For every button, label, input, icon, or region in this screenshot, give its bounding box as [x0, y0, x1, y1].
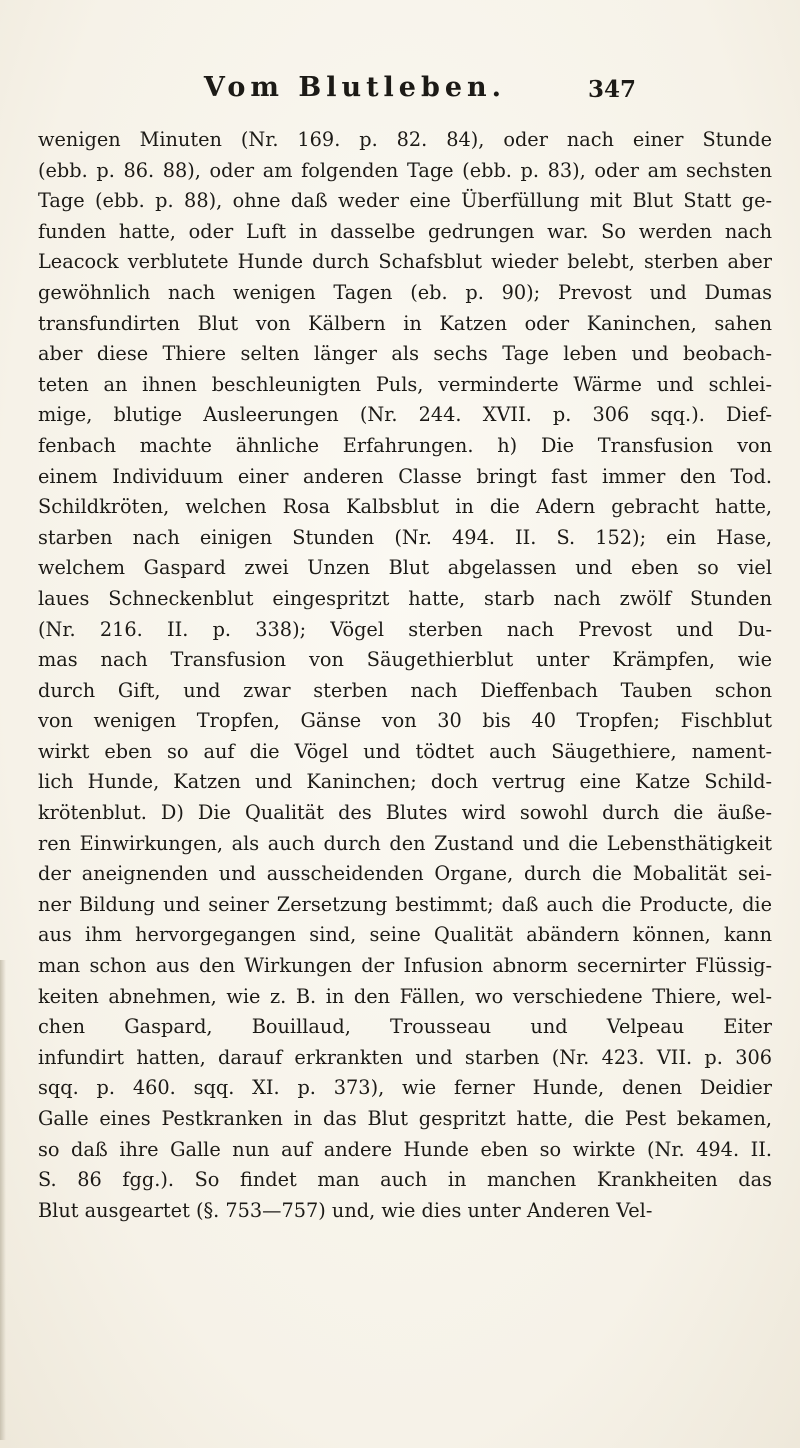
text-line: man schon aus den Wirkungen der Infusion abnorm secernirter Flüssig-: [38, 954, 772, 978]
text-line: Tage (ebb. p. 88), ohne daß weder eine Überfüllung mit Blut Statt ge-: [38, 189, 772, 213]
text-line: durch Gift, und zwar sterben nach Dieffenbach Tauben schon: [38, 678, 772, 702]
running-title: Vom Blutleben.: [203, 72, 507, 103]
text-line: laues Schneckenblut eingespritzt hatte, starb nach zwölf Stunden: [38, 586, 772, 610]
text-line: wenigen Minuten (Nr. 169. p. 82. 84), oder nach einer Stunde: [38, 128, 772, 151]
text-line: welchem Gaspard zwei Unzen Blut abgelassen und eben so viel: [38, 556, 772, 580]
text-line: ner Bildung und seiner Zersetzung bestimmt; daß auch die Producte, die: [38, 892, 772, 916]
text-line: gewöhnlich nach wenigen Tagen (eb. p. 90); Prevost und Dumas: [38, 280, 772, 304]
body-text: [38, 125, 772, 1226]
text-line: einem Individuum einer anderen Classe bringt fast immer den Tod.: [38, 464, 772, 488]
binding-edge-shadow: [0, 960, 6, 1440]
text-line: krötenblut. D) Die Qualität des Blutes wird sowohl durch die äuße-: [38, 801, 772, 825]
text-line: starben nach einigen Stunden (Nr. 494. II. S. 152); ein Hase,: [38, 525, 772, 549]
text-line: mige, blutige Ausleerungen (Nr. 244. XVII. p. 306 sqq.). Dief-: [38, 403, 772, 427]
text-line: (ebb. p. 86. 88), oder am folgenden Tage (ebb. p. 83), oder am sechsten: [38, 158, 772, 182]
text-line: Schildkröten, welchen Rosa Kalbsblut in die Adern gebracht hatte,: [38, 495, 772, 519]
text-line: aber diese Thiere selten länger als sechs Tage leben und beobach-: [38, 342, 772, 366]
text-line: Galle eines Pestkranken in das Blut gespritzt hatte, die Pest bekamen,: [38, 1107, 772, 1130]
page-header: [0, 72, 800, 122]
text-line: lich Hunde, Katzen und Kaninchen; doch vertrug eine Katze Schild-: [38, 770, 772, 794]
text-line: chen Gaspard, Bouillaud, Trousseau und Velpeau Eiter: [38, 1015, 772, 1039]
text-line: infundirt hatten, darauf erkrankten und starben (Nr. 423. VII. p. 306: [38, 1045, 772, 1069]
text-line: aus ihm hervorgegangen sind, seine Qualität abändern können, kann: [38, 923, 772, 947]
text-line: der aneignenden und ausscheidenden Organe, durch die Mobalität sei-: [38, 862, 772, 886]
page-number: 347: [588, 76, 637, 103]
text-line: so daß ihre Galle nun auf andere Hunde eben so wirkte (Nr. 494. II.: [38, 1137, 772, 1161]
text-line: teten an ihnen beschleunigten Puls, verminderte Wärme und schlei-: [38, 372, 772, 396]
text-line: Blut ausgeartet (§. 753—757) und, wie dies unter Anderen Vel-: [38, 1198, 653, 1222]
text-line: (Nr. 216. II. p. 338); Vögel sterben nach Prevost und Du-: [38, 617, 772, 641]
text-line: transfundirten Blut von Kälbern in Katzen oder Kaninchen, sahen: [38, 311, 772, 335]
text-line: von wenigen Tropfen, Gänse von 30 bis 40 Tropfen; Fischblut: [38, 709, 772, 733]
text-line: sqq. p. 460. sqq. XI. p. 373), wie ferner Hunde, denen Deidier: [38, 1076, 772, 1100]
text-line: mas nach Transfusion von Säugethierblut unter Krämpfen, wie: [38, 648, 772, 672]
text-line: keiten abnehmen, wie z. B. in den Fällen, wo verschiedene Thiere, wel-: [38, 984, 772, 1008]
text-line: fenbach machte ähnliche Erfahrungen. h) Die Transfusion von: [38, 433, 772, 457]
text-line: Leacock verblutete Hunde durch Schafsblut wieder belebt, sterben aber: [38, 250, 772, 274]
text-line: ren Einwirkungen, als auch durch den Zustand und die Lebensthätigkeit: [38, 831, 772, 855]
text-line: S. 86 fgg.). So findet man auch in manchen Krankheiten das: [38, 1168, 772, 1192]
text-line: wirkt eben so auf die Vögel und tödtet auch Säugethiere, nament-: [38, 739, 772, 763]
text-line: funden hatte, oder Luft in dasselbe gedrungen war. So werden nach: [38, 219, 772, 243]
